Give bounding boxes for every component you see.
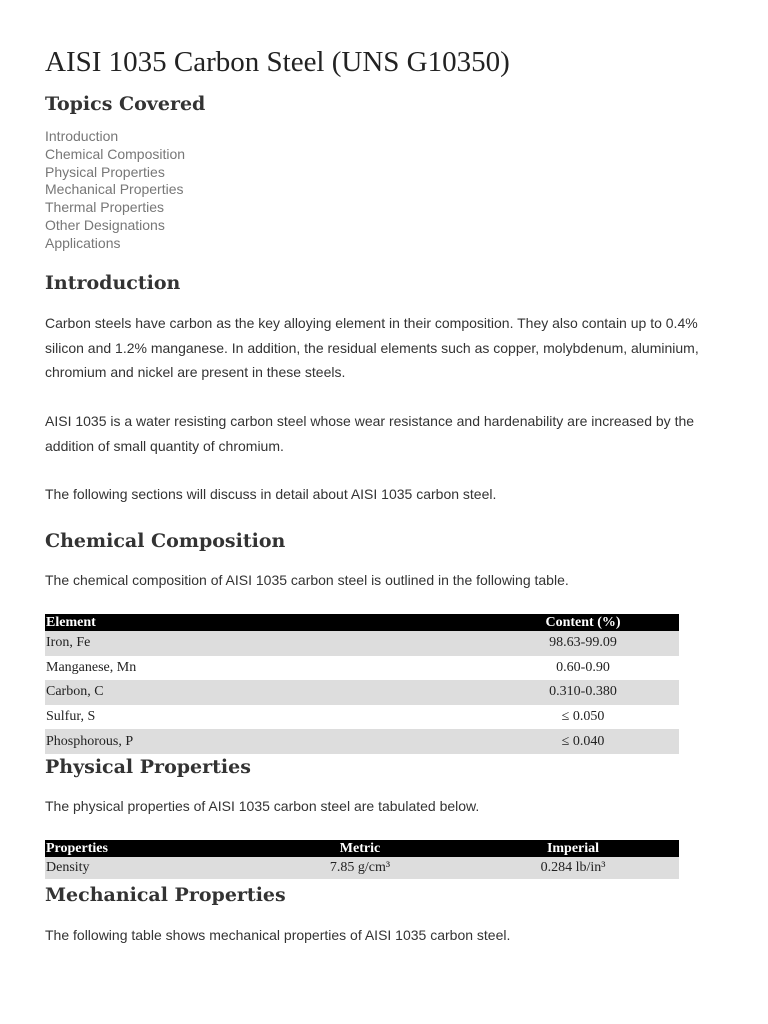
imperial-cell: 0.284 lb/in³ — [467, 857, 679, 879]
table-header-row — [45, 614, 679, 631]
topic-link-other-designations[interactable]: Other Designations — [45, 216, 165, 233]
table-row — [45, 680, 679, 705]
content-cell: ≤ 0.050 — [561, 709, 605, 725]
chemical-composition-heading: Chemical Composition — [45, 530, 286, 552]
table-row — [45, 656, 679, 681]
topic-item[interactable] — [45, 217, 185, 235]
column-header-properties: Properties — [45, 840, 253, 857]
topic-item[interactable] — [45, 146, 185, 164]
topic-link-thermal-properties[interactable]: Thermal Properties — [45, 199, 165, 216]
topics-list — [45, 128, 185, 253]
topic-link-introduction[interactable]: Introduction — [45, 128, 119, 144]
element-cell: Phosphorous, P — [45, 729, 487, 754]
table-row — [45, 705, 679, 730]
topic-item[interactable] — [45, 128, 185, 146]
introduction-paragraph-1: Carbon steels have carbon as the key alloying element in their composition. They also contain up to 0.4% silicon and 1.2% manganese. In addition, the residual elements such as copper, molybdenum, aluminium, chromium and nickel are present in these steels. — [45, 315, 699, 380]
chemical-composition-table — [45, 614, 679, 754]
chemical-composition-intro: The chemical composition of AISI 1035 carbon steel is outlined in the following table. — [45, 572, 569, 588]
physical-properties-table — [45, 840, 679, 879]
content-cell: 0.310-0.380 — [487, 680, 679, 705]
topic-link-mechanical-properties[interactable]: Mechanical Properties — [45, 181, 184, 198]
topic-link-chemical-composition[interactable]: Chemical Composition — [45, 145, 186, 162]
column-header-element: Element — [45, 614, 487, 631]
element-cell: Iron, Fe — [45, 631, 487, 656]
mechanical-properties-intro: The following table shows mechanical properties of AISI 1035 carbon steel. — [45, 927, 511, 943]
column-header-content: Content (%) — [487, 614, 679, 631]
table-row — [45, 729, 679, 754]
element-cell: Sulfur, S — [46, 709, 96, 725]
topic-item[interactable] — [45, 181, 185, 199]
physical-properties-intro: The physical properties of AISI 1035 carbon steel are tabulated below. — [45, 798, 480, 814]
topic-item[interactable] — [45, 164, 185, 182]
topic-link-applications[interactable]: Applications — [45, 234, 121, 251]
introduction-heading: Introduction — [45, 272, 181, 294]
topic-item[interactable] — [45, 235, 185, 253]
property-cell: Density — [45, 857, 253, 879]
column-header-metric: Metric — [253, 840, 467, 857]
introduction-paragraph-2: AISI 1035 is a water resisting carbon steel whose wear resistance and hardenability are increased by the addition of small quantity of chromium. — [45, 413, 695, 454]
metric-cell: 7.85 g/cm³ — [253, 857, 467, 879]
table-row — [45, 857, 679, 879]
content-cell: 0.60-0.90 — [556, 659, 610, 675]
topics-heading: Topics Covered — [45, 93, 206, 115]
topic-link-physical-properties[interactable]: Physical Properties — [45, 163, 165, 180]
mechanical-properties-heading: Mechanical Properties — [45, 884, 286, 906]
content-cell: 98.63-99.09 — [487, 631, 679, 656]
element-cell: Manganese, Mn — [46, 659, 137, 675]
topic-item[interactable] — [45, 199, 185, 217]
element-cell: Carbon, C — [45, 680, 487, 705]
table-row — [45, 631, 679, 656]
content-cell: ≤ 0.040 — [487, 729, 679, 754]
introduction-paragraph-3: The following sections will discuss in detail about AISI 1035 carbon steel. — [45, 486, 497, 502]
page-title: AISI 1035 Carbon Steel (UNS G10350) — [45, 46, 510, 78]
physical-properties-heading: Physical Properties — [45, 756, 251, 778]
table-header-row — [45, 840, 679, 857]
column-header-imperial: Imperial — [467, 840, 679, 857]
